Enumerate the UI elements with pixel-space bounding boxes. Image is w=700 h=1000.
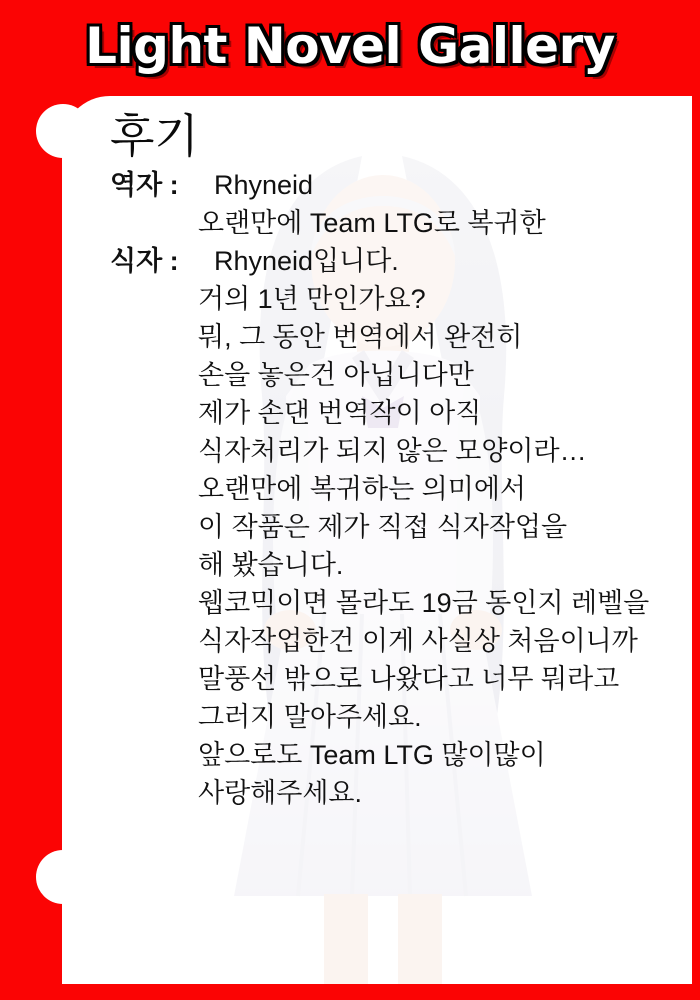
afterword-line-11: 말풍선 밖으로 나왔다고 너무 뭐라고 <box>198 664 620 695</box>
credit-row-translator <box>110 166 670 204</box>
credit-row-typesetter <box>110 242 670 280</box>
afterword-line-5: 식자처리가 되지 않은 모양이라… <box>198 436 587 467</box>
afterword-line-7: 이 작품은 제가 직접 식자작업을 <box>198 512 568 543</box>
card-notch-top <box>36 104 90 158</box>
credit-value-translator: Rhyneid <box>214 170 314 201</box>
afterword-line-2: 뭐, 그 동안 번역에서 완전히 <box>198 322 523 353</box>
credit-value-typesetter: Rhyneid입니다. <box>214 246 399 277</box>
afterword-line-13: 앞으로도 Team LTG 많이많이 <box>198 740 546 771</box>
page-title: Light Novel Gallery <box>85 17 615 75</box>
afterword-line-14: 사랑해주세요. <box>198 778 362 809</box>
content-card <box>62 96 692 984</box>
afterword-content <box>110 109 670 812</box>
section-title: 후기 <box>110 109 199 163</box>
credit-label-typesetter: 식자 : <box>110 246 179 277</box>
afterword-line-3: 손을 놓은건 아닙니다만 <box>198 360 474 391</box>
card-notch-bottom <box>36 850 90 904</box>
afterword-line-6: 오랜만에 복귀하는 의미에서 <box>198 474 526 505</box>
credit-label-translator: 역자 : <box>110 170 179 201</box>
afterword-line-10: 식자작업한건 이게 사실상 처음이니까 <box>198 626 638 657</box>
afterword-line-9: 웹코믹이면 몰라도 19금 동인지 레벨을 <box>198 588 650 619</box>
afterword-line-4: 제가 손댄 번역작이 아직 <box>198 398 482 429</box>
afterword-line-8: 해 봤습니다. <box>198 550 344 581</box>
header-banner <box>0 0 700 92</box>
afterword-line-0: 오랜만에 Team LTG로 복귀한 <box>198 208 546 239</box>
afterword-line-12: 그러지 말아주세요. <box>198 702 422 733</box>
afterword-line-1: 거의 1년 만인가요? <box>198 284 426 315</box>
